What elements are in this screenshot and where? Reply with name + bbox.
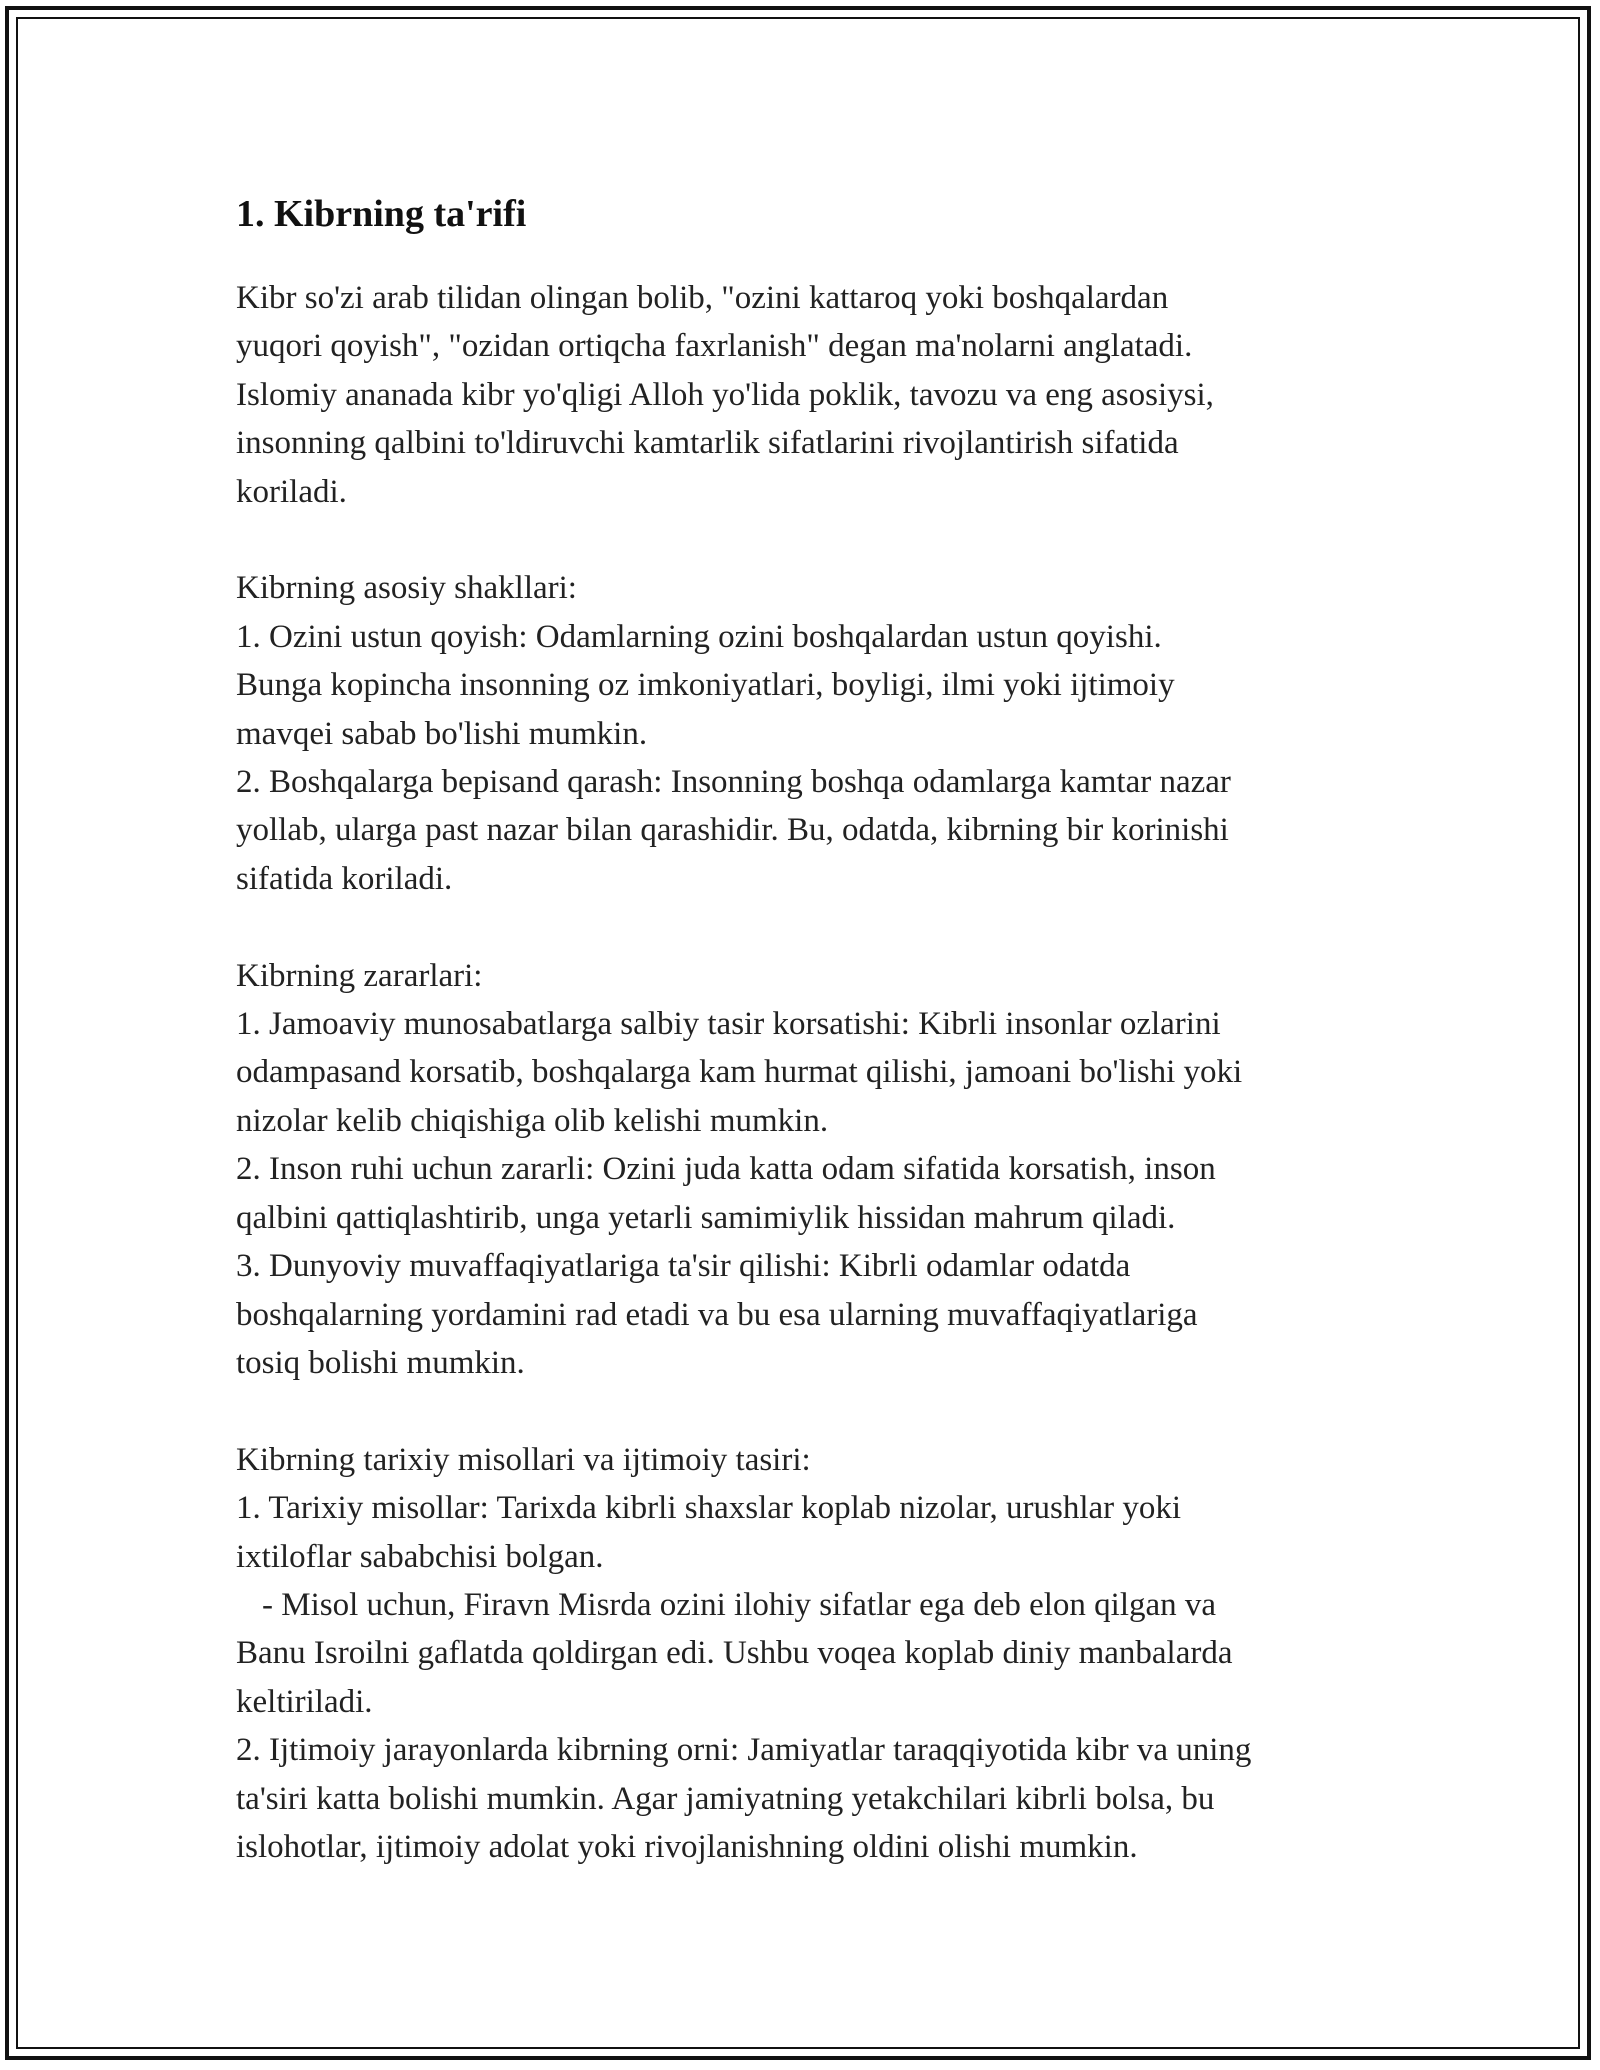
paragraph-gap [236,1387,1416,1435]
section-title: 1. Kibrning ta'rifi [236,193,527,235]
harms-line: tosiq bolishi mumkin. [236,1344,525,1381]
intro-paragraph [236,274,1416,1871]
harms-line: 2. Inson ruhi uchun zararli: Ozini juda katta odam sifatida korsatish, inson [236,1151,1216,1188]
forms-line: 2. Boshqalarga bepisand qarash: Insonning boshqa odamlarga kamtar nazar [236,764,1231,801]
forms-line: 1. Ozini ustun qoyish: Odamlarning ozini boshqalardan ustun qoyishi. [236,618,1162,655]
harms-line: boshqalarning yordamini rad etadi va bu esa ularning muvaffaqiyatlariga [236,1296,1198,1333]
forms-line: sifatida koriladi. [236,860,453,897]
paragraph-gap [236,516,1416,564]
history-line: islohotlar, ijtimoiy adolat yoki rivojlanishning oldini olishi mumkin. [236,1828,1138,1865]
harms-heading: Kibrning zararlari: [236,957,483,994]
history-line: 2. Ijtimoiy jarayonlarda kibrning orni: Jamiyatlar taraqqiyotida kibr va uning [236,1732,1252,1769]
harms-line: nizolar kelib chiqishiga olib kelishi mumkin. [236,1102,829,1139]
harms-line: 3. Dunyoviy muvaffaqiyatlariga ta'sir qilishi: Kibrli odamlar odatda [236,1248,1131,1285]
intro-line: yuqori qoyish", "ozidan ortiqcha faxrlanish" degan ma'nolarni anglatadi. [236,328,1193,365]
paragraph-gap [236,903,1416,951]
forms-line: yollab, ularga past nazar bilan qarashidir. Bu, odatda, kibrning bir korinishi [236,812,1229,849]
history-line: 1. Tarixiy misollar: Tarixda kibrli shaxslar koplab nizolar, urushlar yoki [236,1490,1182,1527]
forms-heading: Kibrning asosiy shakllari: [236,570,577,607]
history-line: ixtiloflar sababchisi bolgan. [236,1538,604,1575]
history-line: ta'siri katta bolishi mumkin. Agar jamiyatning yetakchilari kibrli bolsa, bu [236,1780,1215,1817]
history-heading: Kibrning tarixiy misollari va ijtimoiy tasiri: [236,1441,811,1478]
harms-line: 1. Jamoaviy munosabatlarga salbiy tasir korsatishi: Kibrli insonlar ozlarini [236,1006,1221,1043]
forms-line: mavqei sabab bo'lishi mumkin. [236,715,648,752]
history-line-indented: - Misol uchun, Firavn Misrda ozini ilohiy sifatlar ega deb elon qilgan va [262,1586,1217,1623]
harms-line: qalbini qattiqlashtirib, unga yetarli samimiylik hissidan mahrum qiladi. [236,1199,1176,1236]
intro-line: insonning qalbini to'ldiruvchi kamtarlik sifatlarini rivojlantirish sifatida [236,425,1179,462]
harms-line: odampasand korsatib, boshqalarga kam hurmat qilishi, jamoani bo'lishi yoki [236,1054,1243,1091]
intro-line: koriladi. [236,473,347,510]
history-line: Banu Isroilni gaflatda qoldirgan edi. Ushbu voqea koplab diniy manbalarda [236,1635,1233,1672]
document-body [236,188,1416,1871]
intro-line: Kibr so'zi arab tilidan olingan bolib, "ozini kattaroq yoki boshqalardan [236,280,1169,316]
history-line: keltiriladi. [236,1683,373,1720]
intro-line: Islomiy ananada kibr yo'qligi Alloh yo'lida poklik, tavozu va eng asosiysi, [236,376,1214,413]
forms-line: Bunga kopincha insonning oz imkoniyatlari, boyligi, ilmi yoki ijtimoiy [236,667,1175,704]
